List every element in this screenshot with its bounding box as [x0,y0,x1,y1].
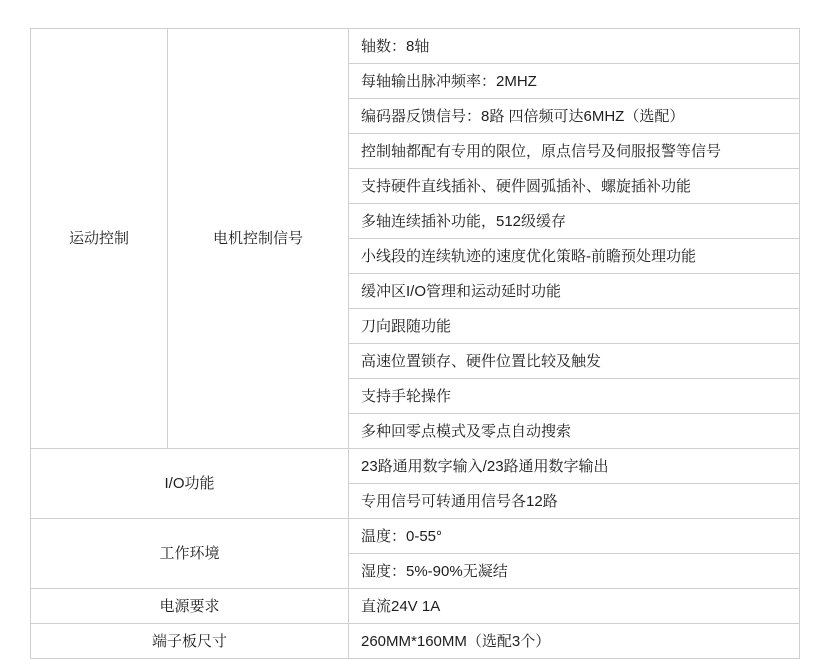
table-body [31,29,800,659]
detail-cell: 多种回零点模式及零点自动搜索 [349,414,800,449]
detail-cell: 专用信号可转通用信号各12路 [349,484,800,519]
category-cell-motion-control: 运动控制 [31,29,168,449]
table-row [31,624,800,659]
detail-cell: 湿度：5%-90%无凝结 [349,554,800,589]
detail-cell: 23路通用数字输入/23路通用数字输出 [349,449,800,484]
detail-cell: 高速位置锁存、硬件位置比较及触发 [349,344,800,379]
detail-cell: 缓冲区I/O管理和运动延时功能 [349,274,800,309]
detail-cell: 每轴输出脉冲频率：2MHZ [349,64,800,99]
detail-cell: 支持硬件直线插补、硬件圆弧插补、螺旋插补功能 [349,169,800,204]
detail-cell: 直流24V 1A [349,589,800,624]
detail-cell: 260MM*160MM（选配3个） [349,624,800,659]
detail-cell: 编码器反馈信号：8路 四倍频可达6MHZ（选配） [349,99,800,134]
category-cell-power-requirement: 电源要求 [31,589,349,624]
detail-cell: 控制轴都配有专用的限位，原点信号及伺服报警等信号 [349,134,800,169]
table-row [31,29,800,64]
detail-cell: 多轴连续插补功能，512级缓存 [349,204,800,239]
specification-table [30,28,800,659]
detail-cell: 温度：0-55° [349,519,800,554]
category-cell-io-function: I/O功能 [31,449,349,519]
category-cell-terminal-board-size: 端子板尺寸 [31,624,349,659]
detail-cell: 刀向跟随功能 [349,309,800,344]
detail-cell: 轴数：8轴 [349,29,800,64]
table-row [31,589,800,624]
detail-cell: 支持手轮操作 [349,379,800,414]
category-cell-working-environment: 工作环境 [31,519,349,589]
table-row [31,449,800,484]
table-row [31,519,800,554]
detail-cell: 小线段的连续轨迹的速度优化策略-前瞻预处理功能 [349,239,800,274]
subcategory-cell-motor-control-signal: 电机控制信号 [168,29,349,449]
